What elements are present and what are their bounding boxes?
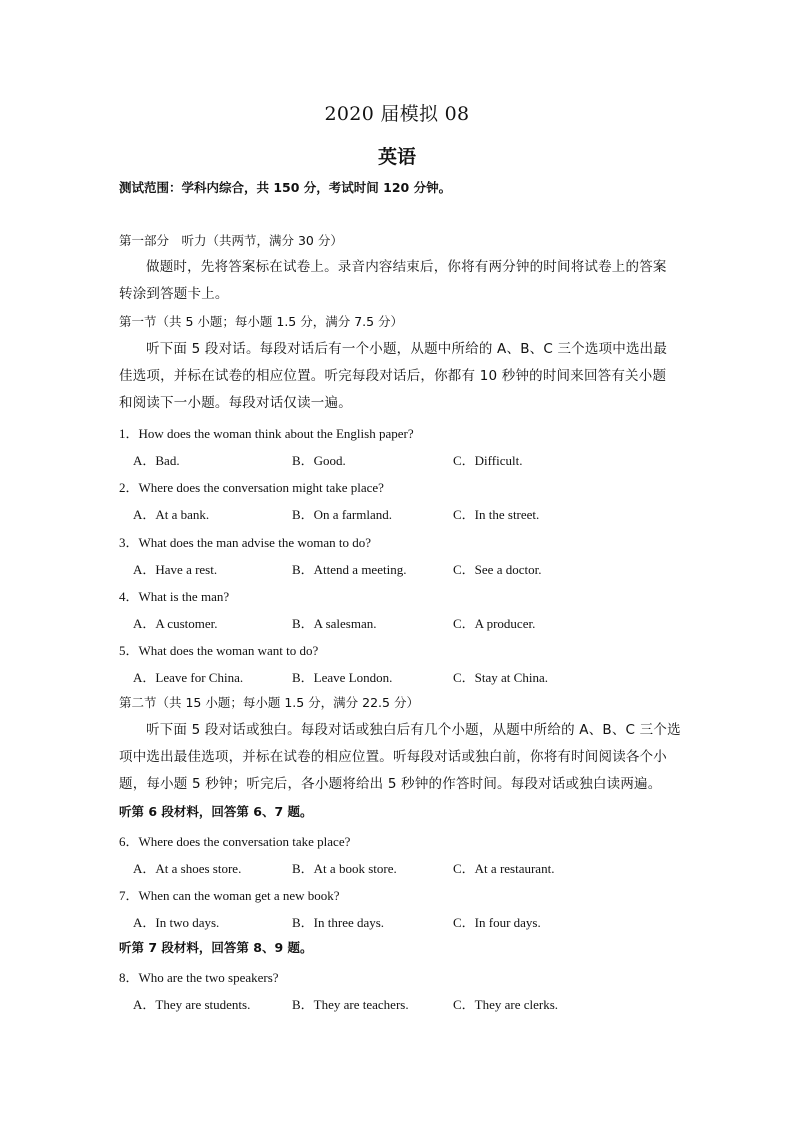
question-7-option-c: C．In four days. xyxy=(453,915,541,930)
question-2-option-b: B．On a farmland. xyxy=(292,507,393,522)
question-5-option-b: B．Leave London. xyxy=(292,670,393,685)
exam-title: 2020 届模拟 08 xyxy=(324,103,470,125)
question-1: 1．How does the woman think about the English paper? xyxy=(119,426,414,441)
question-2: 2．Where does the conversation might take place? xyxy=(119,480,384,495)
question-2-option-a: A．At a bank. xyxy=(133,507,210,522)
question-1-option-b: B．Good. xyxy=(292,453,346,468)
question-8: 8．Who are the two speakers? xyxy=(119,970,279,985)
question-8-option-c: C．They are clerks. xyxy=(453,997,559,1012)
question-7-option-b: B．In three days. xyxy=(292,915,385,930)
question-6-option-b: B．At a book store. xyxy=(292,861,397,876)
material-7-label: 听第 7 段材料，回答第 8、9 题。 xyxy=(119,940,313,955)
question-3: 3．What does the man advise the woman to do? xyxy=(119,535,371,550)
part1-heading: 第一部分 听力（共两节，满分 30 分） xyxy=(119,233,343,248)
question-7-option-a: A．In two days. xyxy=(133,915,220,930)
question-6: 6．Where does the conversation take place? xyxy=(119,834,351,849)
question-4-option-a: A．A customer. xyxy=(133,616,218,631)
question-1-option-c: C．Difficult. xyxy=(453,453,523,468)
question-6-option-c: C．At a restaurant. xyxy=(453,861,555,876)
section2-heading: 第二节（共 15 小题；每小题 1.5 分，满分 22.5 分） xyxy=(119,695,419,710)
question-4-option-c: C．A producer. xyxy=(453,616,536,631)
question-4: 4．What is the man? xyxy=(119,589,230,604)
question-1-option-a: A．Bad. xyxy=(133,453,180,468)
part1-intro: 做题时，先将答案标在试卷上。录音内容结束后，你将有两分钟的时间将试卷上的答案转涂到答题卡上。 xyxy=(119,259,667,302)
section1-instructions: 听下面 5 段对话。每段对话后有一个小题，从题中所给的 A、B、C 三个选项中选出最佳选项，并标在试卷的相应位置。听完每段对话后，你都有 10 秒钟的时间来回答有关小题和阅读下一小题。每段对话仅读一遍。 xyxy=(119,341,668,411)
question-5-option-c: C．Stay at China. xyxy=(453,670,548,685)
question-4-option-b: B．A salesman. xyxy=(292,616,377,631)
material-6-label: 听第 6 段材料，回答第 6、7 题。 xyxy=(119,804,313,819)
question-2-option-c: C．In the street. xyxy=(453,507,540,522)
question-8-option-a: A．They are students. xyxy=(133,997,251,1012)
question-6-option-a: A．At a shoes store. xyxy=(133,861,242,876)
question-3-option-b: B．Attend a meeting. xyxy=(292,562,407,577)
question-3-option-c: C．See a doctor. xyxy=(453,562,542,577)
question-3-option-a: A．Have a rest. xyxy=(133,562,218,577)
section1-heading: 第一节（共 5 小题；每小题 1.5 分，满分 7.5 分） xyxy=(119,314,404,329)
question-5: 5．What does the woman want to do? xyxy=(119,643,319,658)
question-7: 7．When can the woman get a new book? xyxy=(119,888,340,903)
section2-instructions: 听下面 5 段对话或独白。每段对话或独白后有几个小题，从题中所给的 A、B、C 三个选项中选出最佳选项，并标在试卷的相应位置。听每段对话或独白前，你将有时间阅读各个小题，每小题 5 秒钟；听完后，各小题将给出 5 秒钟的作答时间。每段对话或独白读两遍。 xyxy=(119,722,681,792)
question-8-option-b: B．They are teachers. xyxy=(292,997,409,1012)
question-5-option-a: A．Leave for China. xyxy=(133,670,244,685)
test-scope: 测试范围：学科内综合，共 150 分，考试时间 120 分钟。 xyxy=(119,180,452,195)
exam-subject: 英语 xyxy=(377,146,416,168)
